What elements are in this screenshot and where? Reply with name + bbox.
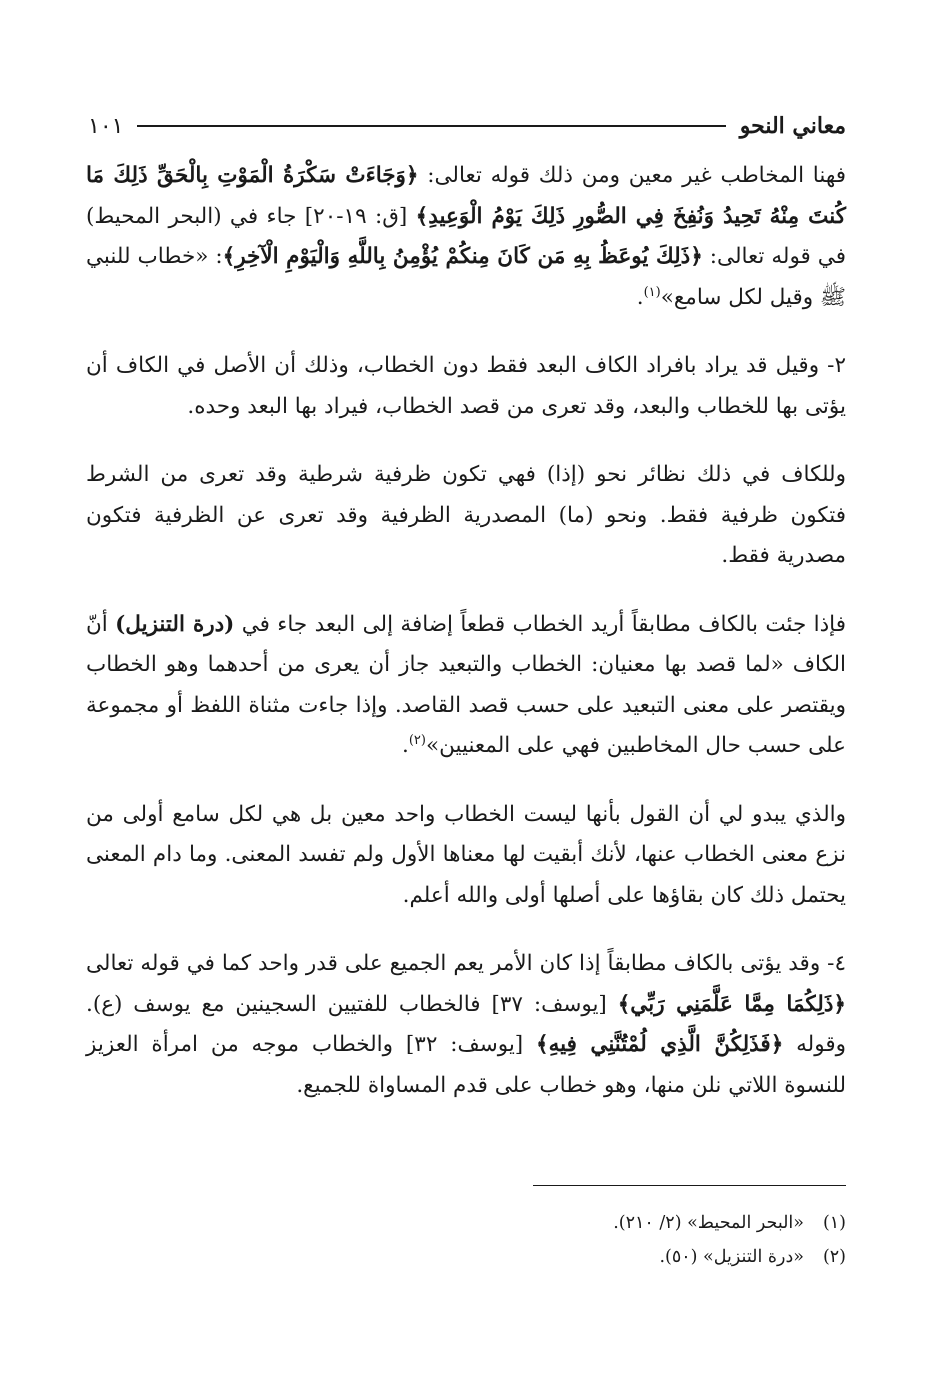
footnote-ref-2: (٢) <box>408 732 426 748</box>
header-rule <box>137 125 725 127</box>
quran-verse: ﴿فَذَلِكُنَّ الَّذِي لُمْتُنَّنِي فِيهِ﴾ <box>536 1032 784 1057</box>
footnote-ref-1: (١) <box>643 284 661 300</box>
text-segment: أنّ الكاف «لما قصد بها معنيان: الخطاب والتبعيد جاز أن يعرى من أحدهما وهو الخطاب ويقتصر على معنى التبعيد على حسب قصد القاصد. وإذا جاءت مثناة اللفظ أو مجموعة على حسب حال المخاطبين فهي على المعنيين» <box>86 611 847 758</box>
text-segment: [يوسف: ٣٧] فالخطاب للفتيين السجينين مع يوسف (ع). وقوله <box>86 991 846 1057</box>
quran-verse: ﴿ذَلِكَ يُوعَظُ بِهِ مَن كَانَ مِنكُمْ يُؤْمِنُ بِاللَّهِ وَالْيَوْمِ الْآخِرِ﴾ <box>222 244 703 269</box>
text-segment: [ق: ١٩-٢٠] جاء في (البحر المحيط) في قوله تعالى: <box>86 203 846 269</box>
paragraph-3: وللكاف في ذلك نظائر نحو (إذا) فهي تكون ظرفية شرطية وقد تعرى من الشرط فتكون ظرفية فقط. ونحو (ما) المصدرية الظرفية وقد تعرى عن الظرفية فتكون مصدرية فقط. <box>86 462 846 568</box>
page-header <box>88 106 846 146</box>
book-title: معاني النحو <box>739 113 846 139</box>
text-segment: فإذا جئت بالكاف مطابقاً أريد الخطاب قطعاً إضافة إلى البعد جاء في <box>234 611 846 637</box>
paragraph-2: ٢- وقيل قد يراد بافراد الكاف البعد فقط دون الخطاب، وذلك أن الأصل في الكاف أن يؤتى بها للخطاب والبعد، وقد تعرى من قصد الخطاب، فيراد بها البعد وحده. <box>86 353 846 419</box>
paragraph-1 <box>86 156 846 318</box>
footnote-number: (٢) <box>822 1247 846 1267</box>
text-segment: [يوسف: ٣٢] والخطاب موجه من امرأة العزيز للنسوة اللاتي نلن منها، وهو خطاب على قدم المساواة للجميع. <box>86 1032 846 1098</box>
page-number: ١٠١ <box>88 113 124 139</box>
footnote-text: «البحر المحيط» (٢/ ٢١٠). <box>613 1213 804 1233</box>
footnote-text: «درة التنزيل» (٥٠). <box>659 1247 804 1267</box>
paragraph-4 <box>86 605 846 767</box>
paragraph-5: والذي يبدو لي أن القول بأنها ليست الخطاب واحد معين بل هي لكل سامع أولى من نزع معنى الخطاب عنها، لأنك أبقيت لها معناها الأول ولم تفسد المعنى. وما دام المعنى يحتمل ذلك كان بقاؤها على أصلها أولى والله أعلم. <box>86 801 846 908</box>
text-segment: . <box>401 733 409 758</box>
text-segment: . <box>636 284 644 310</box>
footnote-divider <box>533 1185 846 1186</box>
text-segment: : «خطاب للنبي ﷺ وقيل لكل سامع» <box>86 244 846 310</box>
quran-verse: ﴿ذَلِكُمَا مِمَّا عَلَّمَنِي رَبِّي﴾ <box>617 991 846 1017</box>
text-segment: فهنا المخاطب غير معين ومن ذلك قوله تعالى: <box>418 163 847 188</box>
text-segment: ٤- وقد يؤتى بالكاف مطابقاً إذا كان الأمر يعم الجميع على قدر واحد كما في قوله تعالى <box>86 951 846 976</box>
book-reference: (درة التنزيل) <box>115 611 235 637</box>
footnote-2 <box>86 1240 846 1274</box>
footnotes <box>86 1206 846 1274</box>
paragraph-6 <box>86 944 846 1106</box>
footnote-number: (١) <box>822 1213 846 1233</box>
footnote-1 <box>86 1206 846 1240</box>
body-text <box>86 156 846 1134</box>
quran-verse: ﴿وَجَاءَتْ سَكْرَةُ الْمَوْتِ بِالْحَقِّ ذَلِكَ مَا كُنتَ مِنْهُ تَحِيدُ وَنُفِخَ فِي الصُّورِ ذَلِكَ يَوْمُ الْوَعِيدِ﴾ <box>86 163 847 229</box>
